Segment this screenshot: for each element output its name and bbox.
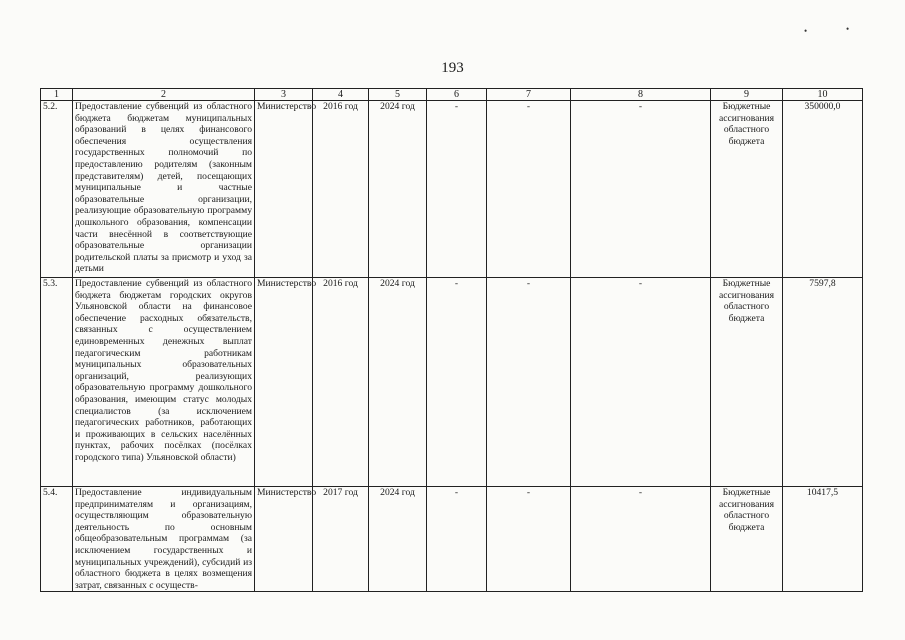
header-col-1: 1	[41, 89, 73, 101]
row-end-year: 2024 год	[369, 278, 427, 487]
row-end-year: 2024 год	[369, 101, 427, 278]
page-number: 193	[441, 60, 464, 76]
row-number: 5.3.	[41, 278, 73, 487]
row-executor: Министерство	[255, 278, 313, 487]
row-amount: 7597,8	[783, 278, 863, 487]
row-amount: 10417,5	[783, 487, 863, 592]
row-col7: -	[487, 278, 571, 487]
row-col8: -	[571, 487, 711, 592]
program-table	[40, 88, 863, 592]
scan-speck: •	[804, 26, 808, 36]
row-col6: -	[427, 278, 487, 487]
header-col-7: 7	[487, 89, 571, 101]
header-col-10: 10	[783, 89, 863, 101]
row-description: Предоставление субвенций из областного бюджета бюджетам городских округов Ульяновской области на финансовое обеспечение расходных обязательств, связанных с осуществлением единовременных денежных выплат педагогическим работникам муниципальных образовательных организаций, реализующих образовательную программу дошкольного образования, имеющим статус молодых специалистов (за исключением педагогических работников, работающих и проживающих в сельских населённых пунктах, рабочих посёлках (посёлках городского типа) Ульяновской области)	[73, 278, 255, 487]
row-col8: -	[571, 278, 711, 487]
header-col-4: 4	[313, 89, 369, 101]
row-executor: Министерство	[255, 101, 313, 278]
header-row	[41, 89, 863, 101]
header-col-2: 2	[73, 89, 255, 101]
header-col-3: 3	[255, 89, 313, 101]
row-funding-source: Бюджетные ассигнования областного бюджета	[711, 101, 783, 278]
row-description: Предоставление субвенций из областного бюджета бюджетам муниципальных образований в целях финансового обеспечения осуществления государственных полномочий по предоставлению родителям (законным представителям) детей, посещающих муниципальные и частные образовательные организации, реализующие образовательную программу дошкольного образования, компенсации части внесённой в соответствующие образовательные организации родительской платы за присмотр и уход за детьми	[73, 101, 255, 278]
header-col-8: 8	[571, 89, 711, 101]
row-end-year: 2024 год	[369, 487, 427, 592]
row-start-year: 2016 год	[313, 101, 369, 278]
row-executor: Министерство	[255, 487, 313, 592]
header-col-5: 5	[369, 89, 427, 101]
header-col-9: 9	[711, 89, 783, 101]
table-row	[41, 278, 863, 487]
row-number: 5.2.	[41, 101, 73, 278]
row-col7: -	[487, 487, 571, 592]
row-col6: -	[427, 487, 487, 592]
table-row	[41, 101, 863, 278]
row-col7: -	[487, 101, 571, 278]
row-amount: 350000,0	[783, 101, 863, 278]
row-start-year: 2017 год	[313, 487, 369, 592]
row-number: 5.4.	[41, 487, 73, 592]
header-col-6: 6	[427, 89, 487, 101]
row-description: Предоставление индивидуальным предпринимателям и организациям, осуществляющим образовательную деятельность по основным общеобразовательным программам (за исключением государственных и муниципальных учреждений), субсидий из областного бюджета в целях возмещения затрат, связанных с осуществ-	[73, 487, 255, 592]
row-funding-source: Бюджетные ассигнования областного бюджета	[711, 278, 783, 487]
scan-speck: •	[846, 24, 850, 34]
row-funding-source: Бюджетные ассигнования областного бюджета	[711, 487, 783, 592]
row-col6: -	[427, 101, 487, 278]
row-col8: -	[571, 101, 711, 278]
table-row	[41, 487, 863, 592]
row-start-year: 2016 год	[313, 278, 369, 487]
